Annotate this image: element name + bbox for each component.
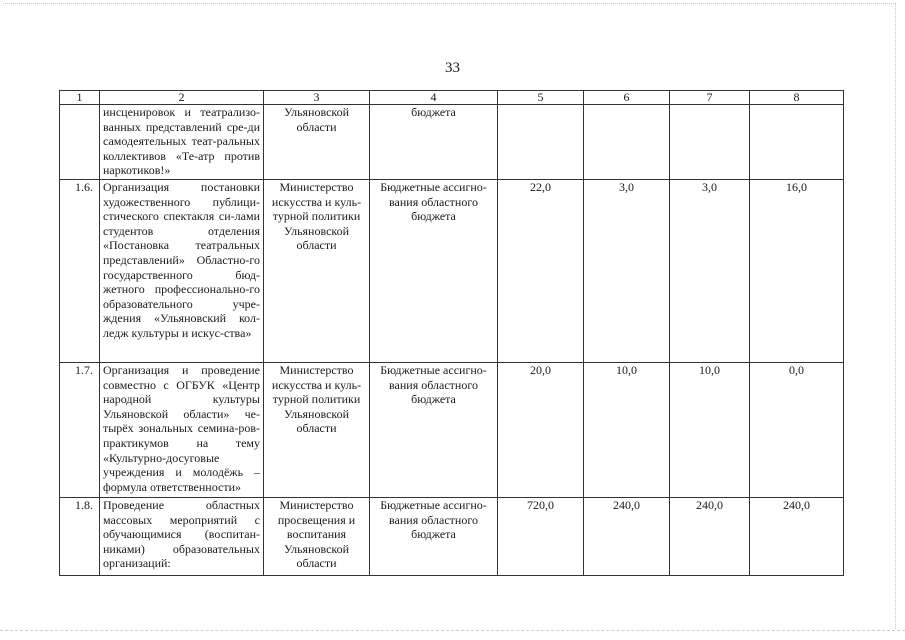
year3-value: 240,0 xyxy=(750,498,844,576)
year3-value xyxy=(750,105,844,180)
column-header: 7 xyxy=(670,91,750,105)
column-header: 5 xyxy=(498,91,584,105)
executor: Министерство искусства и куль-турной политики Ульяновской области xyxy=(264,363,370,498)
table-row xyxy=(60,105,844,180)
year1-value: 240,0 xyxy=(584,498,670,576)
table-row xyxy=(60,180,844,363)
year1-value: 10,0 xyxy=(584,363,670,498)
funding-source: Бюджетные ассигно-вания областного бюджета xyxy=(370,498,498,576)
column-header: 2 xyxy=(100,91,264,105)
year2-value: 240,0 xyxy=(670,498,750,576)
event-description: инсценировок и театрализо-ванных представлений сре-ди самодеятельных теат-ральных коллективов «Те-атр против наркотиков!» xyxy=(100,105,264,180)
year2-value: 3,0 xyxy=(670,180,750,363)
event-description: Проведение областных массовых мероприятий с обучающимися (воспитан-никами) образовательных организаций: xyxy=(100,498,264,576)
funding-source: Бюджетные ассигно-вания областного бюджета xyxy=(370,180,498,363)
year3-value: 16,0 xyxy=(750,180,844,363)
executor: Министерство искусства и куль-турной политики Ульяновской области xyxy=(264,180,370,363)
executor: Ульяновской области xyxy=(264,105,370,180)
column-header: 3 xyxy=(264,91,370,105)
total-value: 20,0 xyxy=(498,363,584,498)
scan-border xyxy=(0,630,905,637)
funding-source: бюджета xyxy=(370,105,498,180)
total-value: 720,0 xyxy=(498,498,584,576)
event-description: Организация и проведение совместно с ОГБУК «Центр народной культуры Ульяновской области» че-тырёх зональных семина-ров-практикумов на тему «Культурно-досуговые учреждения и молодёжь – формула ответственности» xyxy=(100,363,264,498)
table-row xyxy=(60,498,844,576)
total-value: 22,0 xyxy=(498,180,584,363)
total-value xyxy=(498,105,584,180)
page-number: 33 xyxy=(445,60,460,76)
row-number: 1.7. xyxy=(60,363,100,498)
column-header: 4 xyxy=(370,91,498,105)
column-header: 8 xyxy=(750,91,844,105)
table-header-row xyxy=(60,91,844,105)
table-row xyxy=(60,363,844,498)
funding-source: Бюджетные ассигно-вания областного бюджета xyxy=(370,363,498,498)
year2-value: 10,0 xyxy=(670,363,750,498)
year3-value: 0,0 xyxy=(750,363,844,498)
year1-value xyxy=(584,105,670,180)
column-header: 6 xyxy=(584,91,670,105)
row-number xyxy=(60,105,100,180)
budget-table xyxy=(59,90,844,576)
row-number: 1.8. xyxy=(60,498,100,576)
year1-value: 3,0 xyxy=(584,180,670,363)
column-header: 1 xyxy=(60,91,100,105)
executor: Министерство просвещения и воспитания Ульяновской области xyxy=(264,498,370,576)
event-description: Организация постановки художественного публици-стического спектакля си-лами студентов отделения «Постановка театральных представлений» Областно-го государственного бюд-жетного профессионально-го образовательного учре-ждения «Ульяновский кол-ледж культуры и искус-ства» xyxy=(100,180,264,363)
row-number: 1.6. xyxy=(60,180,100,363)
year2-value xyxy=(670,105,750,180)
